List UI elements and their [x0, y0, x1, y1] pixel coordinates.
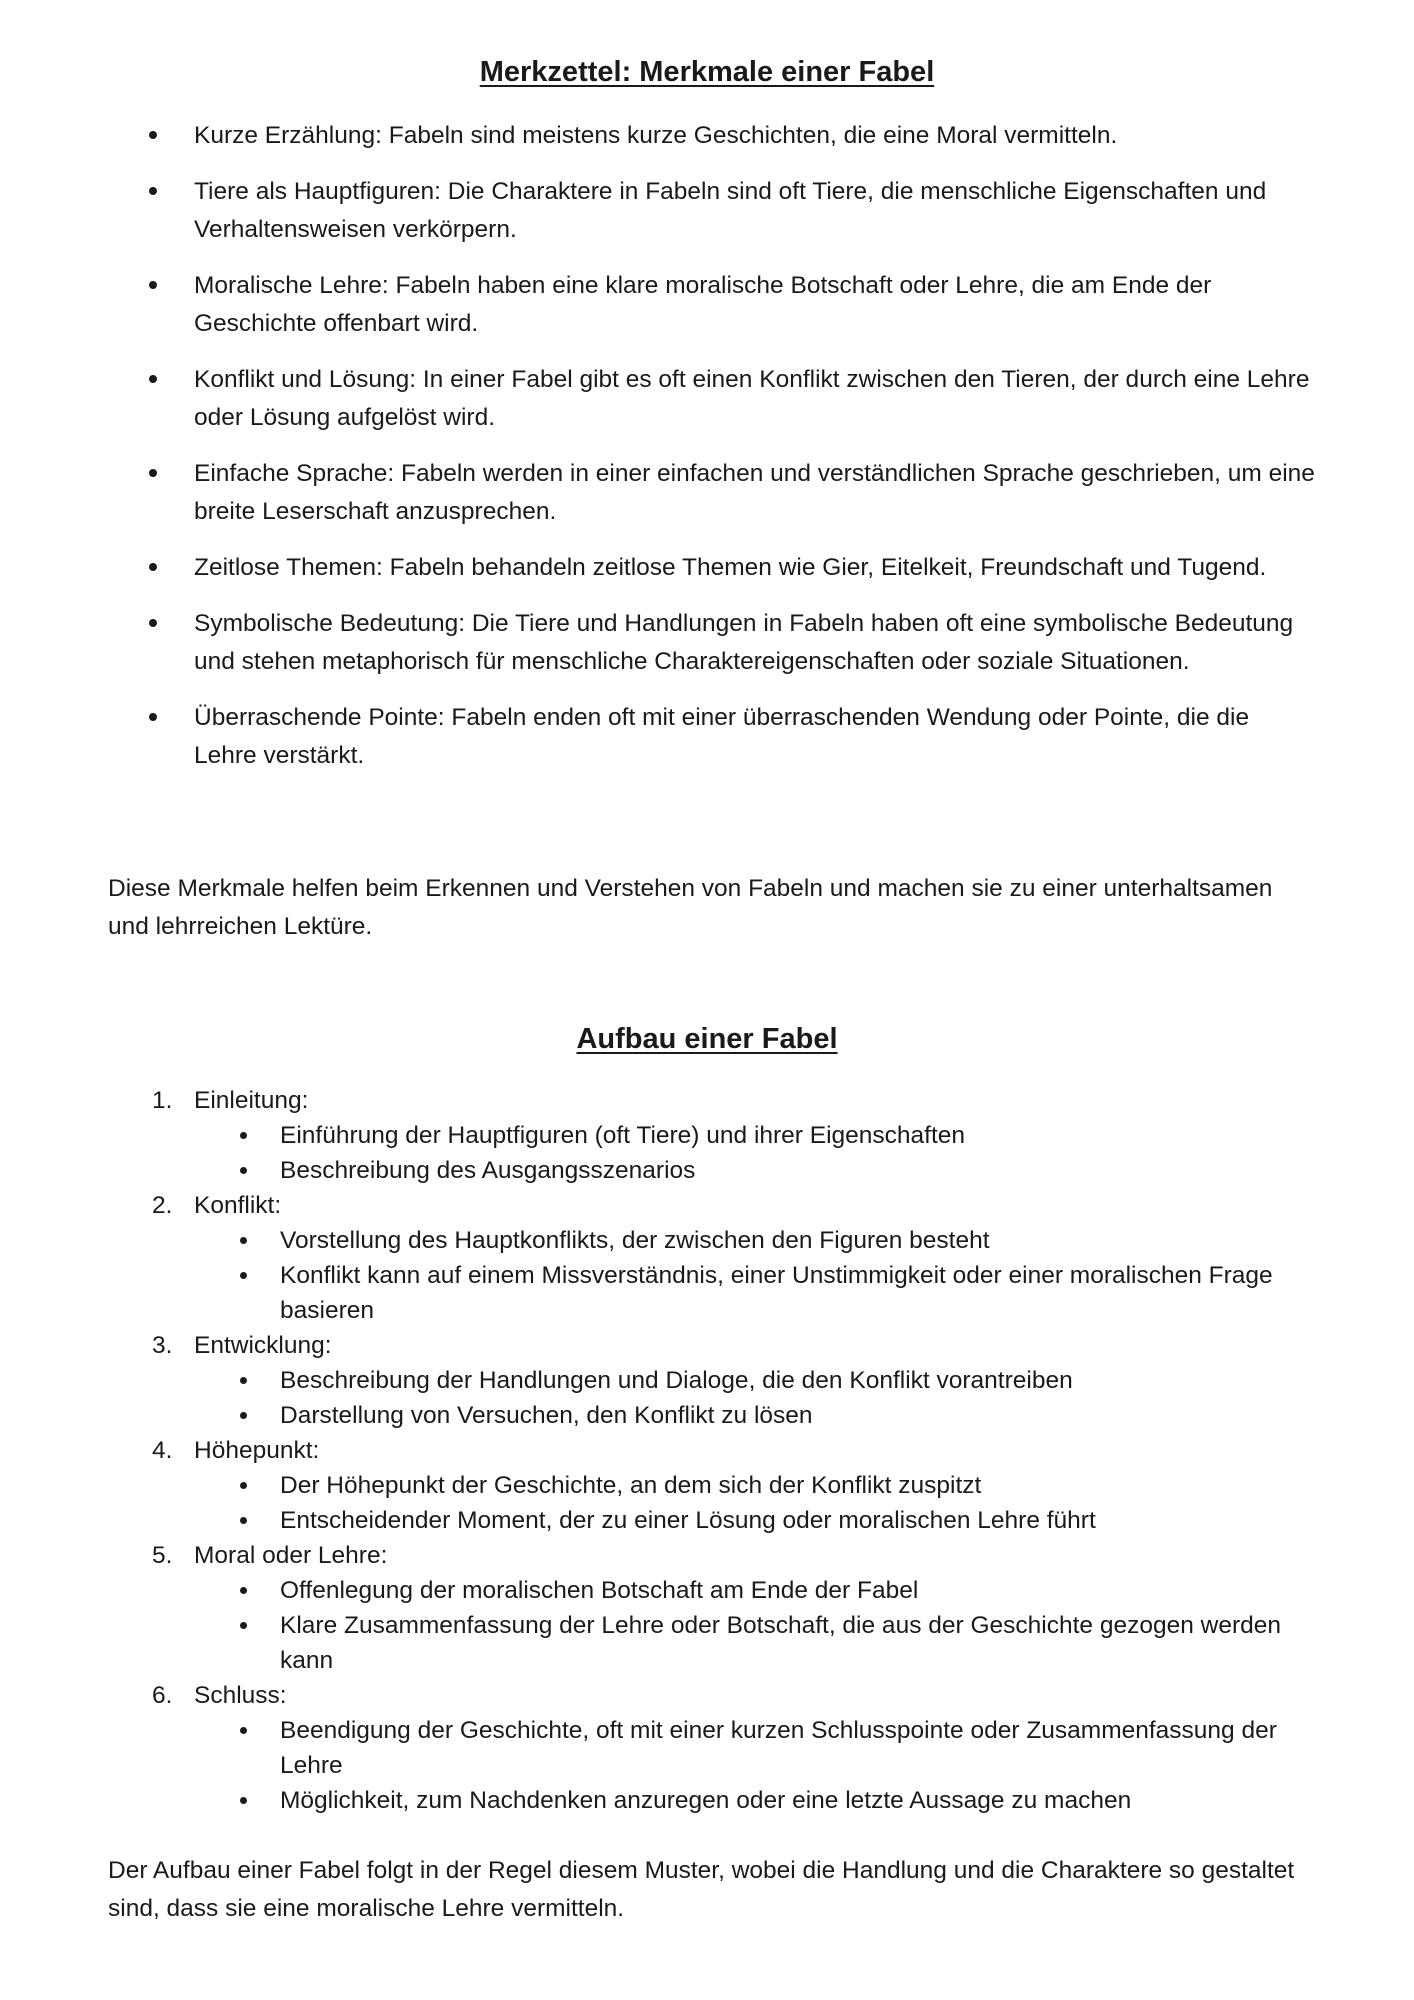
step-item	[108, 1188, 1318, 1328]
step-label: Einleitung:	[194, 1087, 309, 1114]
step-number: 4.	[152, 1437, 173, 1464]
bullet-icon	[149, 131, 157, 139]
sub-item-text: Beendigung der Geschichte, oft mit einer kurzen Schlusspointe oder Zusammenfassung der Lehre	[280, 1717, 1277, 1779]
sub-item	[194, 1258, 1318, 1328]
step-label: Höhepunkt:	[194, 1437, 320, 1464]
bullet-icon	[149, 281, 157, 289]
step-number: 1.	[152, 1087, 173, 1114]
bullet-icon	[240, 1587, 247, 1594]
list-item	[108, 605, 1318, 681]
list-item-text: Überraschende Pointe: Fabeln enden oft mit einer überraschenden Wendung oder Pointe, die die Lehre verstärkt.	[194, 704, 1250, 769]
sub-item-text: Klare Zusammenfassung der Lehre oder Botschaft, die aus der Geschichte gezogen werden kann	[280, 1612, 1281, 1674]
bullet-icon	[149, 469, 157, 477]
sub-item-text: Der Höhepunkt der Geschichte, an dem sich der Konflikt zuspitzt	[280, 1472, 982, 1499]
sub-item	[194, 1713, 1318, 1783]
bullet-icon	[240, 1482, 247, 1489]
sub-item	[194, 1608, 1318, 1678]
step-number: 2.	[152, 1192, 173, 1219]
list-item	[108, 267, 1318, 343]
sub-item	[194, 1153, 1318, 1188]
sub-item	[194, 1223, 1318, 1258]
list-item-text: Symbolische Bedeutung: Die Tiere und Handlungen in Fabeln haben oft eine symbolische Bedeutung und stehen metaphorisch für menschliche Charaktereigenschaften oder soziale Situationen.	[194, 610, 1294, 675]
step-number: 5.	[152, 1542, 173, 1569]
sub-item-text: Konflikt kann auf einem Missverständnis, einer Unstimmigkeit oder einer moralischen Frage basieren	[280, 1262, 1273, 1324]
list-item	[108, 699, 1318, 775]
features-summary: Diese Merkmale helfen beim Erkennen und Verstehen von Fabeln und machen sie zu einer unterhaltsamen und lehrreichen Lektüre.	[108, 875, 1273, 940]
bullet-icon	[149, 375, 157, 383]
step-points	[194, 1118, 1318, 1188]
bullet-icon	[240, 1237, 247, 1244]
step-points	[194, 1363, 1318, 1433]
sub-item-text: Offenlegung der moralischen Botschaft am Ende der Fabel	[280, 1577, 919, 1604]
step-number: 6.	[152, 1682, 173, 1709]
step-item	[108, 1328, 1318, 1433]
step-label: Entwicklung:	[194, 1332, 332, 1359]
step-number: 3.	[152, 1332, 173, 1359]
sub-item-text: Entscheidender Moment, der zu einer Lösung oder moralischen Lehre führt	[280, 1507, 1096, 1534]
bullet-icon	[240, 1377, 247, 1384]
step-points	[194, 1223, 1318, 1328]
step-label: Konflikt:	[194, 1192, 282, 1219]
list-item	[108, 117, 1318, 155]
list-item	[108, 361, 1318, 437]
list-item-text: Konflikt und Lösung: In einer Fabel gibt es oft einen Konflikt zwischen den Tieren, der durch eine Lehre oder Lösung aufgelöst wird.	[194, 366, 1310, 431]
sub-item	[194, 1468, 1318, 1503]
sub-item	[194, 1363, 1318, 1398]
sub-item	[194, 1398, 1318, 1433]
bullet-icon	[240, 1132, 247, 1139]
sub-item-text: Beschreibung des Ausgangsszenarios	[280, 1157, 696, 1184]
sub-item	[194, 1118, 1318, 1153]
bullet-icon	[240, 1412, 247, 1419]
bullet-icon	[240, 1517, 247, 1524]
structure-summary: Der Aufbau einer Fabel folgt in der Regel diesem Muster, wobei die Handlung und die Charaktere so gestaltet sind, dass sie eine moralische Lehre vermitteln.	[108, 1857, 1295, 1922]
section-title: Aufbau einer Fabel	[576, 1023, 838, 1055]
bullet-icon	[149, 713, 157, 721]
page-title: Merkzettel: Merkmale einer Fabel	[479, 56, 935, 88]
bullet-icon	[149, 187, 157, 195]
structure-list	[108, 1083, 1318, 1818]
step-item	[108, 1433, 1318, 1538]
list-item-text: Zeitlose Themen: Fabeln behandeln zeitlose Themen wie Gier, Eitelkeit, Freundschaft und Tugend.	[194, 554, 1267, 581]
bullet-icon	[240, 1167, 247, 1174]
sub-item-text: Vorstellung des Hauptkonflikts, der zwischen den Figuren besteht	[280, 1227, 990, 1254]
list-item-text: Kurze Erzählung: Fabeln sind meistens kurze Geschichten, die eine Moral vermitteln.	[194, 122, 1118, 149]
sub-item-text: Möglichkeit, zum Nachdenken anzuregen oder eine letzte Aussage zu machen	[280, 1787, 1132, 1814]
sub-item	[194, 1783, 1318, 1818]
step-points	[194, 1713, 1318, 1818]
sub-item-text: Einführung der Hauptfiguren (oft Tiere) und ihrer Eigenschaften	[280, 1122, 966, 1149]
step-item	[108, 1678, 1318, 1818]
features-list	[108, 117, 1318, 793]
step-points	[194, 1468, 1318, 1538]
list-item	[108, 549, 1318, 587]
list-item	[108, 455, 1318, 531]
step-item	[108, 1538, 1318, 1678]
step-label: Schluss:	[194, 1682, 287, 1709]
bullet-icon	[240, 1622, 247, 1629]
bullet-icon	[149, 619, 157, 627]
list-item-text: Moralische Lehre: Fabeln haben eine klare moralische Botschaft oder Lehre, die am Ende der Geschichte offenbart wird.	[194, 272, 1212, 337]
bullet-icon	[149, 563, 157, 571]
sub-item	[194, 1503, 1318, 1538]
sub-item	[194, 1573, 1318, 1608]
bullet-icon	[240, 1797, 247, 1804]
step-item	[108, 1083, 1318, 1188]
list-item	[108, 173, 1318, 249]
step-points	[194, 1573, 1318, 1678]
sub-item-text: Darstellung von Versuchen, den Konflikt zu lösen	[280, 1402, 813, 1429]
sub-item-text: Beschreibung der Handlungen und Dialoge, die den Konflikt vorantreiben	[280, 1367, 1073, 1394]
step-label: Moral oder Lehre:	[194, 1542, 388, 1569]
bullet-icon	[240, 1272, 247, 1279]
bullet-icon	[240, 1727, 247, 1734]
list-item-text: Tiere als Hauptfiguren: Die Charaktere in Fabeln sind oft Tiere, die menschliche Eigenschaften und Verhaltensweisen verkörpern.	[194, 178, 1267, 243]
list-item-text: Einfache Sprache: Fabeln werden in einer einfachen und verständlichen Sprache geschrieben, um eine breite Leserschaft anzusprechen.	[194, 460, 1315, 525]
